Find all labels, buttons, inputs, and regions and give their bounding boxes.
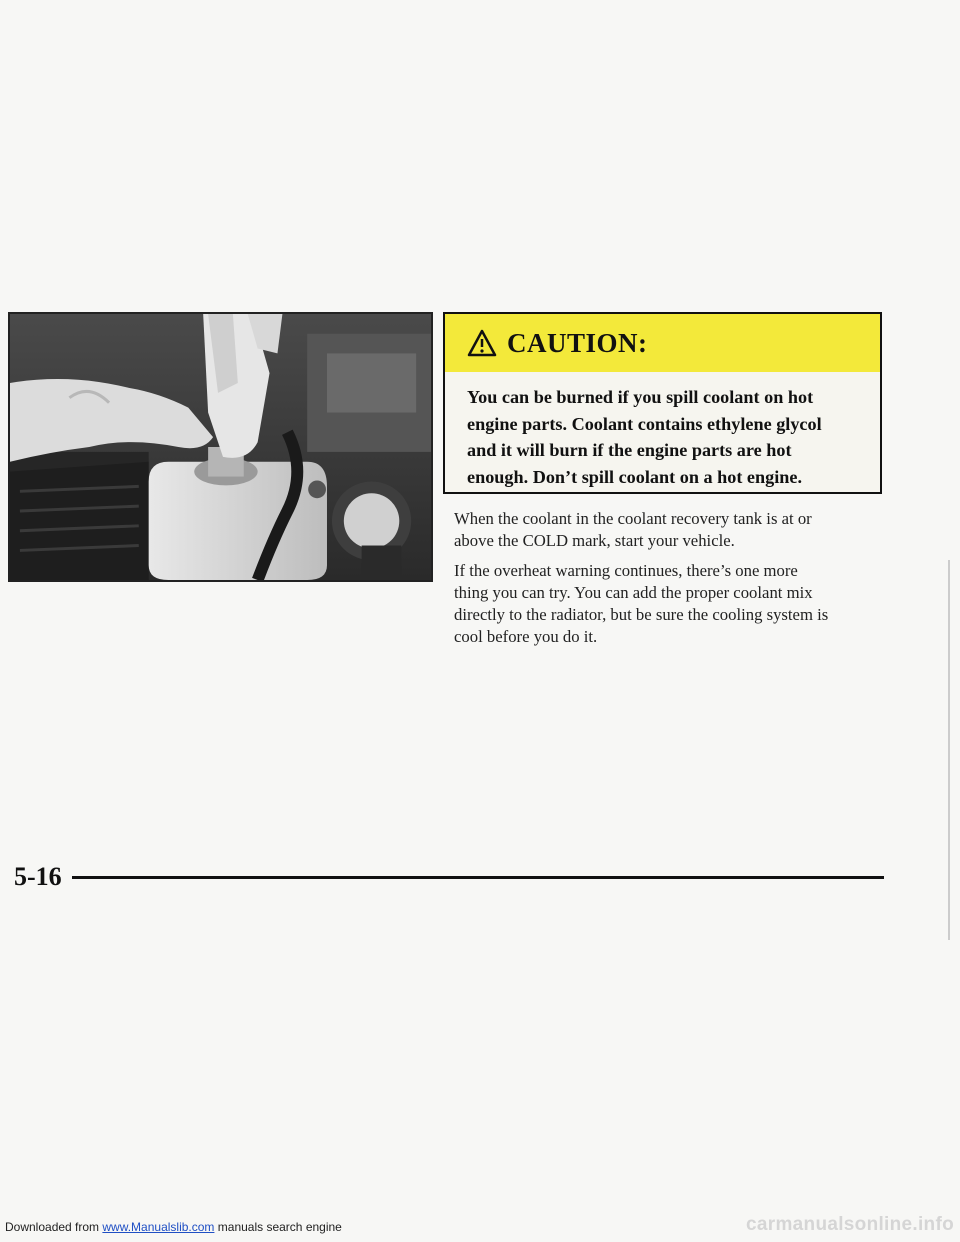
warning-triangle-icon [467, 329, 497, 357]
caution-line: engine parts. Coolant contains ethylene glycol [467, 413, 822, 434]
download-suffix: manuals search engine [214, 1220, 342, 1234]
download-prefix: Downloaded from [5, 1220, 103, 1234]
text-line: above the COLD mark, start your vehicle. [454, 531, 735, 550]
caution-box [443, 312, 882, 494]
body-text [454, 508, 884, 656]
caution-line: You can be burned if you spill coolant on hot [467, 387, 814, 407]
caution-text [445, 372, 880, 490]
manualslib-link[interactable]: www.Manualslib.com [102, 1220, 215, 1234]
download-note [5, 1220, 342, 1234]
paragraph-cold-mark [454, 508, 884, 552]
page-number: 5-16 [14, 862, 62, 891]
caution-line: and it will burn if the engine parts are hot [467, 440, 792, 460]
text-line: thing you can try. You can add the proper coolant mix [454, 583, 813, 602]
caution-title: CAUTION: [507, 327, 648, 358]
page-edge-line [948, 560, 950, 940]
watermark: carmanualsonline.info [746, 1214, 954, 1235]
text-line: If the overheat warning continues, there’s one more [454, 561, 798, 580]
caution-header [445, 314, 880, 372]
coolant-photo [8, 312, 433, 582]
text-line: cool before you do it. [454, 627, 598, 646]
caution-line: enough. Don’t spill coolant on a hot engine. [467, 466, 803, 487]
footer-rule [72, 876, 884, 879]
paragraph-overheat [454, 560, 884, 648]
coolant-photo-image [10, 314, 431, 580]
text-line: When the coolant in the coolant recovery tank is at or [454, 509, 812, 528]
text-line: directly to the radiator, but be sure the cooling system is [454, 605, 829, 624]
